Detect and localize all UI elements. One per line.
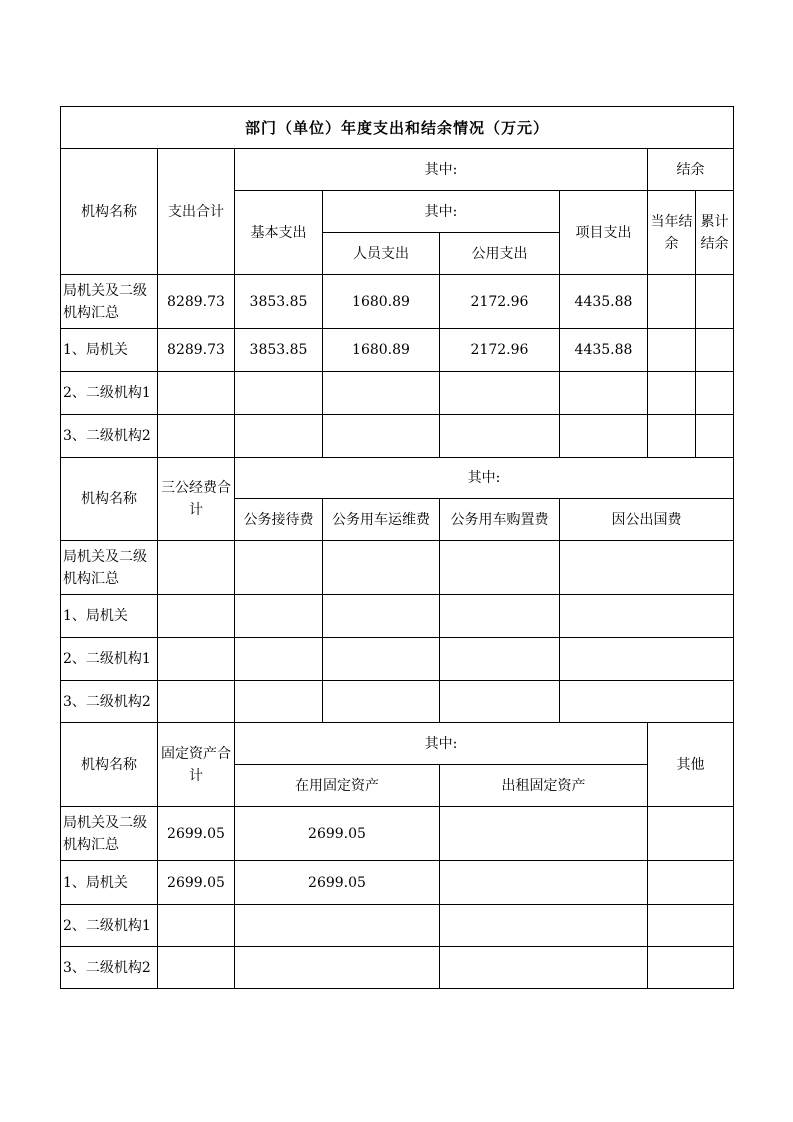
row-name: 局机关及二级机构汇总 — [61, 541, 158, 595]
reception-cell — [235, 541, 323, 595]
cumulative-cell — [696, 275, 734, 329]
total-cell — [158, 595, 235, 638]
personnel-cell — [323, 372, 440, 415]
total-cell: 2699.05 — [158, 861, 235, 905]
car-purchase-cell — [440, 638, 560, 681]
row-name: 2、二级机构1 — [61, 638, 158, 681]
public-expenditure-header: 公用支出 — [440, 233, 560, 275]
other-cell — [648, 905, 734, 947]
table-row — [61, 807, 734, 861]
rented-cell — [440, 947, 648, 989]
abroad-cell — [560, 681, 734, 723]
car-maintenance-cell — [323, 595, 440, 638]
total-expenditure-header: 支出合计 — [158, 149, 235, 275]
expenditure-table — [60, 106, 734, 989]
row-name: 3、二级机构2 — [61, 415, 158, 458]
cumulative-cell — [696, 329, 734, 372]
current-year-cell — [648, 275, 696, 329]
current-year-cell — [648, 415, 696, 458]
cumulative-balance-header: 累计结余 — [696, 191, 734, 275]
basic-cell — [235, 415, 323, 458]
car-maintenance-header: 公务用车运维费 — [323, 499, 440, 541]
personnel-cell: 1680.89 — [323, 329, 440, 372]
personnel-cell: 1680.89 — [323, 275, 440, 329]
car-purchase-cell — [440, 681, 560, 723]
car-maintenance-cell — [323, 638, 440, 681]
table-row — [61, 681, 734, 723]
of-which-header: 其中: — [235, 723, 648, 765]
total-cell — [158, 415, 235, 458]
car-maintenance-cell — [323, 681, 440, 723]
personnel-expenditure-header: 人员支出 — [323, 233, 440, 275]
table-row — [61, 595, 734, 638]
basic-of-which-header: 其中: — [323, 191, 560, 233]
total-cell — [158, 681, 235, 723]
basic-cell: 3853.85 — [235, 329, 323, 372]
org-name-header: 机构名称 — [61, 458, 158, 541]
table-row — [61, 275, 734, 329]
in-use-cell — [235, 905, 440, 947]
row-name: 3、二级机构2 — [61, 681, 158, 723]
public-cell — [440, 415, 560, 458]
public-cell: 2172.96 — [440, 329, 560, 372]
abroad-header: 因公出国费 — [560, 499, 734, 541]
in-use-cell — [235, 947, 440, 989]
basic-cell — [235, 372, 323, 415]
project-cell: 4435.88 — [560, 329, 648, 372]
balance-header: 结余 — [648, 149, 734, 191]
row-name: 局机关及二级机构汇总 — [61, 807, 158, 861]
table-row — [61, 947, 734, 989]
rented-cell — [440, 905, 648, 947]
car-purchase-header: 公务用车购置费 — [440, 499, 560, 541]
row-name: 1、局机关 — [61, 861, 158, 905]
other-cell — [648, 861, 734, 905]
public-cell — [440, 372, 560, 415]
car-maintenance-cell — [323, 541, 440, 595]
table-row — [61, 638, 734, 681]
in-use-cell: 2699.05 — [235, 807, 440, 861]
public-cell: 2172.96 — [440, 275, 560, 329]
project-cell — [560, 415, 648, 458]
total-cell: 2699.05 — [158, 807, 235, 861]
total-cell — [158, 372, 235, 415]
table-row — [61, 861, 734, 905]
table-row — [61, 372, 734, 415]
in-use-assets-header: 在用固定资产 — [235, 765, 440, 807]
row-name: 3、二级机构2 — [61, 947, 158, 989]
total-cell — [158, 905, 235, 947]
of-which-header: 其中: — [235, 458, 734, 499]
row-name: 2、二级机构1 — [61, 905, 158, 947]
reception-header: 公务接待费 — [235, 499, 323, 541]
total-cell — [158, 638, 235, 681]
other-header: 其他 — [648, 723, 734, 807]
total-cell — [158, 541, 235, 595]
table-row — [61, 415, 734, 458]
other-cell — [648, 947, 734, 989]
personnel-cell — [323, 415, 440, 458]
fixed-assets-total-header: 固定资产合计 — [158, 723, 235, 807]
project-expenditure-header: 项目支出 — [560, 191, 648, 275]
org-name-header: 机构名称 — [61, 723, 158, 807]
of-which-header: 其中: — [235, 149, 648, 191]
table-row — [61, 541, 734, 595]
total-cell — [158, 947, 235, 989]
row-name: 1、局机关 — [61, 595, 158, 638]
current-year-cell — [648, 329, 696, 372]
rented-cell — [440, 861, 648, 905]
in-use-cell: 2699.05 — [235, 861, 440, 905]
current-year-cell — [648, 372, 696, 415]
reception-cell — [235, 595, 323, 638]
project-cell: 4435.88 — [560, 275, 648, 329]
total-cell: 8289.73 — [158, 275, 235, 329]
table-row — [61, 905, 734, 947]
project-cell — [560, 372, 648, 415]
abroad-cell — [560, 638, 734, 681]
cumulative-cell — [696, 372, 734, 415]
basic-expenditure-header: 基本支出 — [235, 191, 323, 275]
total-cell: 8289.73 — [158, 329, 235, 372]
org-name-header: 机构名称 — [61, 149, 158, 275]
table-title: 部门（单位）年度支出和结余情况（万元） — [61, 107, 734, 149]
row-name: 1、局机关 — [61, 329, 158, 372]
current-year-balance-header: 当年结余 — [648, 191, 696, 275]
basic-cell: 3853.85 — [235, 275, 323, 329]
abroad-cell — [560, 541, 734, 595]
rented-cell — [440, 807, 648, 861]
reception-cell — [235, 681, 323, 723]
row-name: 局机关及二级机构汇总 — [61, 275, 158, 329]
three-public-total-header: 三公经费合计 — [158, 458, 235, 541]
car-purchase-cell — [440, 595, 560, 638]
rented-assets-header: 出租固定资产 — [440, 765, 648, 807]
cumulative-cell — [696, 415, 734, 458]
table-row — [61, 329, 734, 372]
abroad-cell — [560, 595, 734, 638]
car-purchase-cell — [440, 541, 560, 595]
reception-cell — [235, 638, 323, 681]
row-name: 2、二级机构1 — [61, 372, 158, 415]
other-cell — [648, 807, 734, 861]
